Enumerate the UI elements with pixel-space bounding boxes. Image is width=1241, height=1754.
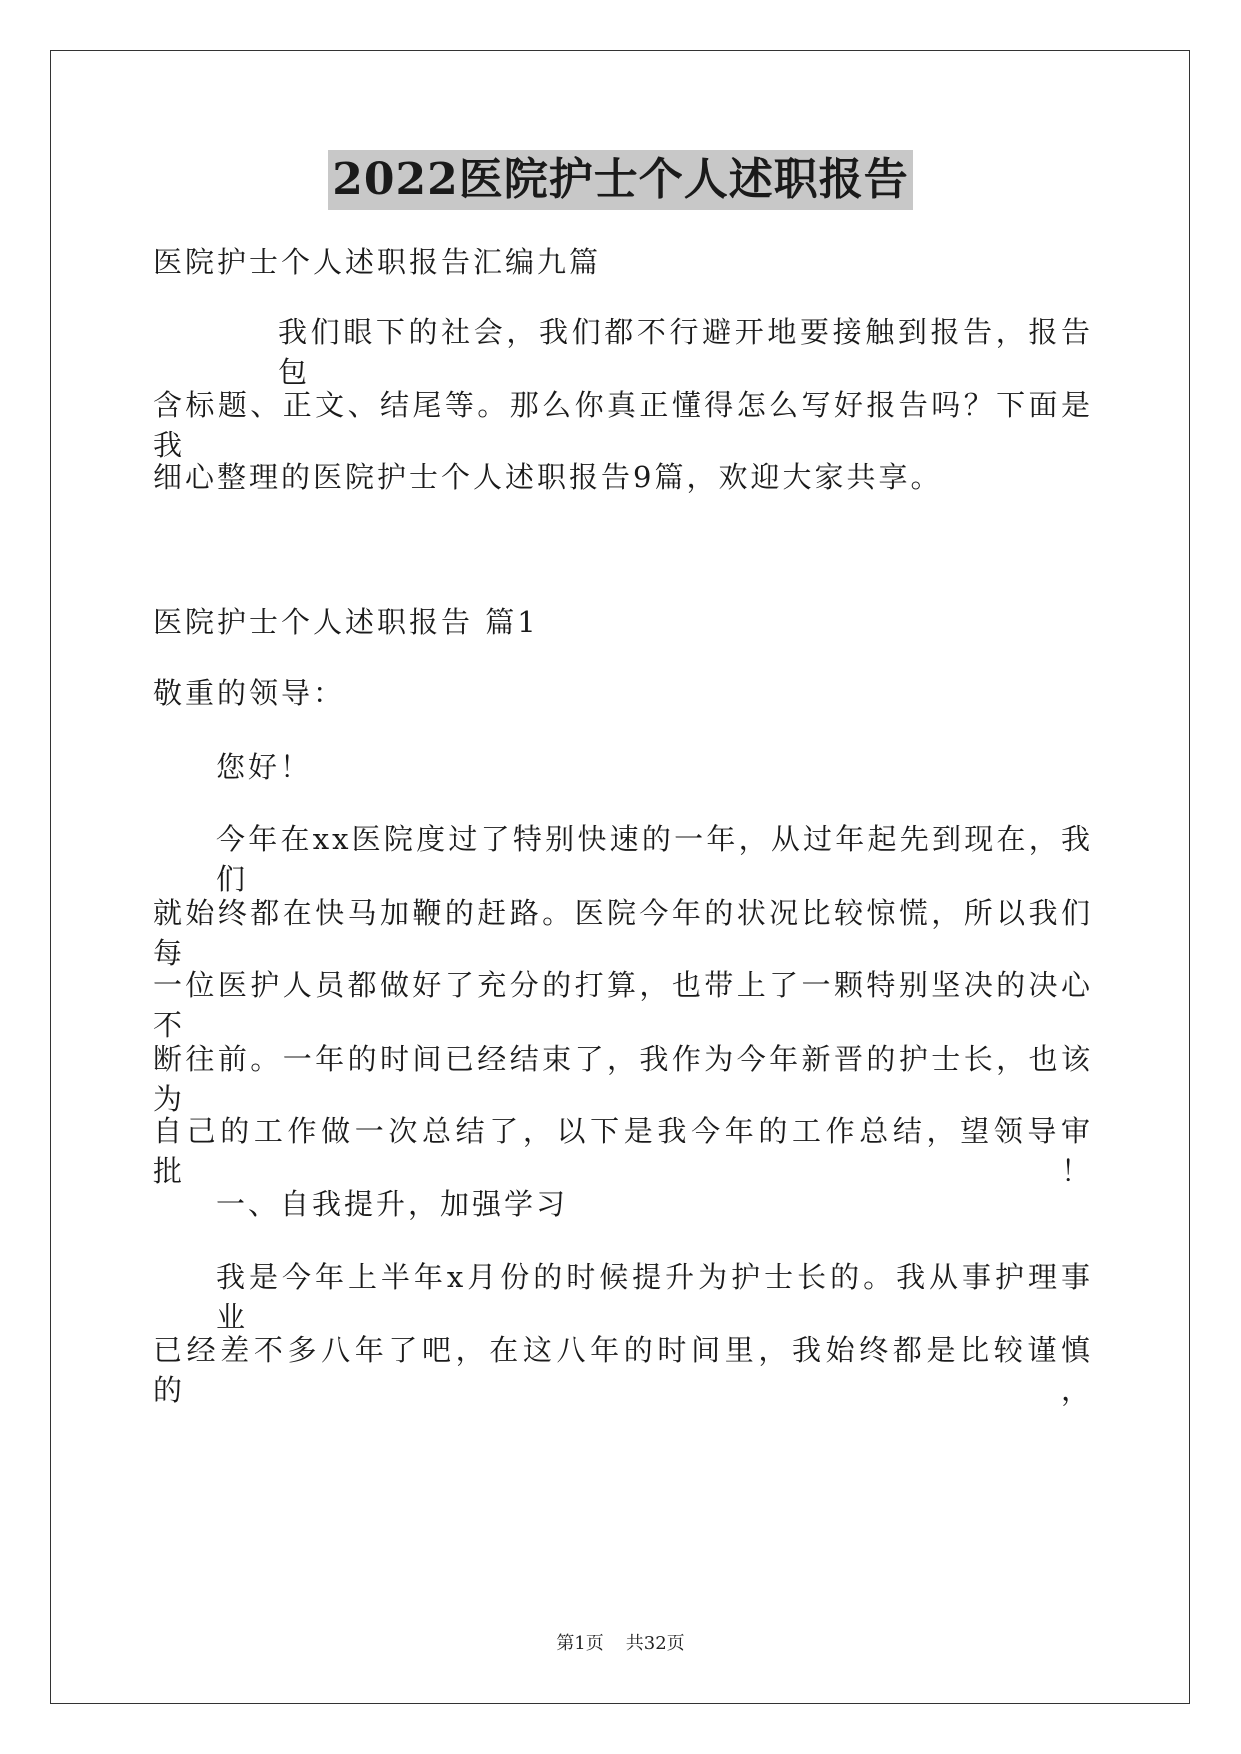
paragraph2-line-2: 已经差不多八年了吧，在这八年的时间里，我始终都是比较谨慎的， (153, 1333, 1093, 1407)
intro-line-2: 含标题、正文、结尾等。那么你真正懂得怎么写好报告吗？下面是我 (153, 388, 1093, 462)
salutation: 敬重的领导： (153, 676, 346, 710)
subheading-1: 一、自我提升，加强学习 (216, 1187, 569, 1221)
greeting: 您好！ (216, 750, 313, 784)
paragraph1-line-3: 一位医护人员都做好了充分的打算，也带上了一颗特别坚决的决心不 (153, 968, 1093, 1042)
intro-line-1: 我们眼下的社会，我们都不行避开地要接触到报告，报告包 (278, 315, 1093, 389)
page-number: 第1页 (556, 1633, 604, 1654)
paragraph1-line-1: 今年在xx医院度过了特别快速的一年，从过年起先到现在，我们 (216, 822, 1093, 896)
page-total: 共32页 (625, 1633, 685, 1654)
document-title: 2022医院护士个人述职报告 (328, 150, 912, 210)
subtitle: 医院护士个人述职报告汇编九篇 (153, 245, 602, 279)
paragraph1-line-2: 就始终都在快马加鞭的赶路。医院今年的状况比较惊慌，所以我们每 (153, 896, 1093, 970)
paragraph2-line-1: 我是今年上半年x月份的时候提升为护士长的。我从事护理事业 (216, 1260, 1093, 1334)
intro-line-3: 细心整理的医院护士个人述职报告9篇，欢迎大家共享。 (153, 460, 943, 494)
section-heading: 医院护士个人述职报告 篇1 (153, 605, 539, 639)
page-footer (0, 1632, 1241, 1656)
document-title-wrapper (0, 150, 1241, 210)
paragraph1-line-5: 自己的工作做一次总结了，以下是我今年的工作总结，望领导审批！ (153, 1114, 1093, 1188)
paragraph1-line-4: 断往前。一年的时间已经结束了，我作为今年新晋的护士长，也该为 (153, 1042, 1093, 1116)
